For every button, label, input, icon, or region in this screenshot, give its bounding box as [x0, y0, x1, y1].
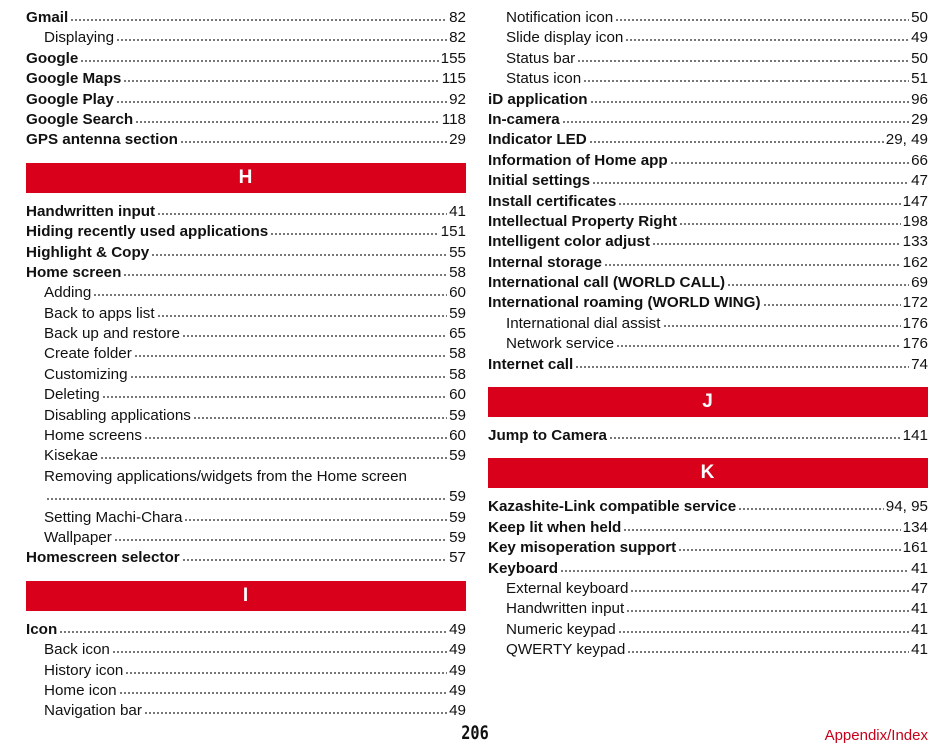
dot-leader	[135, 111, 440, 124]
entry-page: 41	[911, 641, 928, 659]
index-entry	[26, 548, 466, 568]
entry-term: Icon	[26, 620, 58, 638]
entry-page: 29	[911, 110, 928, 128]
entry-term: Home icon	[44, 681, 117, 699]
entry-page: 58	[449, 263, 466, 281]
entry-page: 57	[449, 549, 466, 567]
entry-page: 74	[911, 355, 928, 373]
entry-page: 29, 49	[885, 131, 928, 149]
entry-term: Back up and restore	[44, 325, 180, 343]
entry-page: 161	[902, 539, 928, 557]
entry-term: Intellectual Property Right	[488, 212, 678, 230]
entry-page: 59	[449, 528, 466, 546]
dot-leader	[119, 682, 448, 695]
entry-page: 50	[911, 9, 928, 26]
index-subentry	[26, 640, 466, 660]
index-entry	[488, 130, 928, 150]
entry-term: Google	[26, 49, 79, 67]
index-subentry	[488, 314, 928, 334]
entry-term: Information of Home app	[488, 151, 668, 169]
entry-page: 82	[449, 9, 466, 26]
entry-page: 55	[449, 243, 466, 261]
dot-leader	[46, 488, 447, 501]
index-subentry	[26, 446, 466, 466]
entry-term: International dial assist	[506, 314, 661, 332]
entry-page: 147	[902, 192, 928, 210]
entry-page: 155	[440, 49, 466, 67]
dot-leader	[157, 203, 447, 216]
index-entry	[488, 232, 928, 252]
dot-leader	[180, 131, 447, 144]
entry-term: Handwritten input	[26, 202, 156, 220]
index-subentry	[26, 681, 466, 701]
entry-term: iD application	[488, 90, 588, 108]
entry-term: Navigation bar	[44, 702, 142, 720]
index-subentry	[488, 620, 928, 640]
entry-term: International call (WORLD CALL)	[488, 274, 726, 292]
index-subentry	[488, 579, 928, 599]
entry-page: 133	[902, 233, 928, 251]
index-entry	[488, 171, 928, 191]
entry-term: Gmail	[26, 9, 69, 26]
entry-page: 141	[902, 427, 928, 445]
dot-leader	[130, 366, 448, 379]
entry-term: Install certificates	[488, 192, 617, 210]
entry-page: 96	[911, 90, 928, 108]
dot-leader	[626, 600, 909, 613]
dot-leader	[670, 152, 909, 165]
entry-page: 172	[902, 294, 928, 312]
dot-leader	[182, 325, 447, 338]
entry-term: Removing applications/widgets from the Home screen	[44, 467, 407, 485]
index-entry	[488, 355, 928, 375]
index-entry	[488, 192, 928, 212]
entry-term: Google Play	[26, 90, 114, 108]
index-entry	[488, 426, 928, 446]
index-subentry	[26, 283, 466, 303]
dot-leader	[618, 621, 909, 634]
dot-leader	[727, 274, 909, 287]
index-entry	[26, 222, 466, 242]
dot-leader	[560, 560, 909, 573]
dot-leader	[70, 9, 447, 22]
entry-term: Google Search	[26, 110, 134, 128]
entry-term: Homescreen selector	[26, 549, 180, 567]
page-number: 206	[461, 722, 489, 744]
entry-term: Back to apps list	[44, 304, 155, 322]
entry-page: 29	[449, 131, 466, 149]
section-header-i: I	[26, 581, 466, 611]
index-entry	[26, 263, 466, 283]
entry-term: International roaming (WORLD WING)	[488, 294, 761, 312]
entry-term: GPS antenna section	[26, 131, 178, 149]
index-entry	[488, 559, 928, 579]
entry-page: 47	[911, 579, 928, 597]
entry-page: 59	[449, 488, 466, 506]
entry-term: Create folder	[44, 345, 132, 363]
entry-term: Initial settings	[488, 172, 591, 190]
entry-page: 94, 95	[885, 498, 928, 516]
entry-page: 69	[911, 274, 928, 292]
dot-leader	[123, 70, 439, 83]
entry-term: Handwritten input	[506, 600, 625, 618]
entry-term: Adding	[44, 284, 92, 302]
section-header-k: K	[488, 458, 928, 488]
entry-page: 176	[902, 314, 928, 332]
index-subentry	[488, 640, 928, 660]
index-subentry	[488, 69, 928, 89]
entry-page: 49	[449, 641, 466, 659]
index-subentry	[26, 324, 466, 344]
entry-page: 41	[911, 559, 928, 577]
index-entry	[488, 212, 928, 232]
dot-leader	[625, 29, 909, 42]
entry-term: Home screen	[26, 263, 122, 281]
index-subentry	[488, 599, 928, 619]
entry-term: Deleting	[44, 386, 100, 404]
entry-term: Intelligent color adjust	[488, 233, 651, 251]
dot-leader	[678, 539, 900, 552]
dot-leader	[679, 213, 901, 226]
section-header-j: J	[488, 387, 928, 417]
entry-page: 115	[441, 70, 466, 88]
entry-term: Displaying	[44, 29, 115, 47]
index-subentry	[26, 304, 466, 324]
index-subentry	[26, 661, 466, 681]
dot-leader	[80, 50, 438, 63]
entry-term: History icon	[44, 661, 124, 679]
entry-page: 51	[911, 70, 928, 88]
dot-leader	[100, 447, 447, 460]
entry-page: 58	[449, 345, 466, 363]
dot-leader	[575, 356, 909, 369]
entry-term: Indicator LED	[488, 131, 587, 149]
entry-term: Internet call	[488, 355, 574, 373]
dot-leader	[157, 305, 448, 318]
dot-leader	[615, 9, 909, 22]
entry-page: 58	[449, 365, 466, 383]
entry-term: Google Maps	[26, 70, 122, 88]
index-subentry	[26, 406, 466, 426]
entry-term: Key misoperation support	[488, 539, 677, 557]
index-entry	[26, 620, 466, 640]
index-subentry	[26, 365, 466, 385]
dot-leader	[112, 641, 447, 654]
index-entry	[26, 49, 466, 69]
index-subentry	[26, 28, 466, 48]
entry-page: 49	[449, 681, 466, 699]
entry-page: 60	[449, 386, 466, 404]
section-label: Appendix/Index	[824, 727, 928, 744]
dot-leader	[627, 641, 909, 654]
index-subentry	[488, 49, 928, 69]
entry-page: 41	[911, 600, 928, 618]
dot-leader	[609, 427, 901, 440]
dot-leader	[583, 70, 909, 83]
section-header-h: H	[26, 163, 466, 193]
index-entry	[26, 243, 466, 263]
entry-page: 162	[902, 253, 928, 271]
entry-page: 66	[911, 151, 928, 169]
entry-page: 118	[441, 110, 466, 128]
entry-page: 41	[449, 202, 466, 220]
index-entry	[488, 538, 928, 558]
dot-leader	[592, 172, 909, 185]
dot-leader	[562, 111, 909, 124]
entry-page: 49	[449, 661, 466, 679]
index-subentry	[488, 8, 928, 28]
entry-page: 49	[911, 29, 928, 47]
dot-leader	[123, 264, 447, 277]
entry-term: Status icon	[506, 70, 582, 88]
index-entry	[26, 130, 466, 150]
index-subentry	[488, 28, 928, 48]
dot-leader	[184, 509, 447, 522]
dot-leader	[663, 315, 901, 328]
dot-leader	[618, 193, 900, 206]
dot-leader	[623, 519, 900, 532]
index-subentry	[26, 344, 466, 364]
dot-leader	[604, 254, 901, 267]
entry-page: 176	[902, 335, 928, 353]
index-entry	[488, 293, 928, 313]
entry-term: Keep lit when held	[488, 518, 622, 536]
entry-page: 59	[449, 304, 466, 322]
entry-page: 82	[449, 29, 466, 47]
entry-term: Home screens	[44, 427, 142, 445]
index-entry	[26, 90, 466, 110]
index-entry	[26, 110, 466, 130]
index-entry	[488, 253, 928, 273]
dot-leader	[93, 284, 447, 297]
dot-leader	[589, 131, 884, 144]
entry-term: External keyboard	[506, 579, 629, 597]
index-entry	[488, 518, 928, 538]
dot-leader	[652, 233, 901, 246]
dot-leader	[59, 621, 447, 634]
entry-term: Customizing	[44, 365, 128, 383]
index-column-right	[488, 8, 928, 661]
index-entry	[26, 202, 466, 222]
dot-leader	[134, 345, 447, 358]
entry-page: 41	[911, 620, 928, 638]
dot-leader	[182, 549, 447, 562]
dot-leader	[763, 294, 901, 307]
entry-page: 134	[902, 518, 928, 536]
index-entry	[488, 497, 928, 517]
entry-term: Kazashite-Link compatible service	[488, 498, 737, 516]
entry-term: Kisekae	[44, 447, 99, 465]
dot-leader	[116, 91, 447, 104]
entry-page: 198	[902, 212, 928, 230]
dot-leader	[114, 529, 447, 542]
dot-leader	[193, 407, 447, 420]
index-entry	[488, 90, 928, 110]
dot-leader	[125, 662, 447, 675]
dot-leader	[577, 50, 909, 63]
index-subentry	[26, 385, 466, 405]
entry-term: Slide display icon	[506, 29, 624, 47]
entry-page: 59	[449, 508, 466, 526]
entry-term: In-camera	[488, 110, 560, 128]
dot-leader	[630, 580, 909, 593]
entry-page: 59	[449, 447, 466, 465]
entry-page: 92	[449, 90, 466, 108]
entry-page: 50	[911, 49, 928, 67]
index-subentry	[26, 701, 466, 721]
dot-leader	[151, 244, 447, 257]
index-subentry	[26, 528, 466, 548]
entry-term: Jump to Camera	[488, 427, 608, 445]
index-column-left	[26, 8, 466, 722]
entry-page: 59	[449, 406, 466, 424]
entry-page: 49	[449, 702, 466, 720]
index-entry	[488, 273, 928, 293]
entry-term: Wallpaper	[44, 528, 112, 546]
dot-leader	[144, 702, 447, 715]
index-entry	[26, 8, 466, 28]
entry-term: Notification icon	[506, 9, 614, 26]
entry-term: Disabling applications	[44, 406, 191, 424]
entry-term: Status bar	[506, 49, 576, 67]
entry-page: 60	[449, 427, 466, 445]
entry-term: Numeric keypad	[506, 620, 616, 638]
entry-page: 65	[449, 325, 466, 343]
dot-leader	[116, 29, 447, 42]
dot-leader	[616, 335, 901, 348]
index-subentry	[488, 334, 928, 354]
entry-term: QWERTY keypad	[506, 641, 626, 659]
index-entry-continuation	[26, 487, 466, 507]
dot-leader	[590, 91, 910, 104]
entry-term: Setting Machi-Chara	[44, 508, 183, 526]
index-entry	[26, 467, 466, 487]
index-subentry	[26, 508, 466, 528]
entry-term: Keyboard	[488, 559, 559, 577]
dot-leader	[738, 498, 884, 511]
dot-leader	[144, 427, 447, 440]
entry-page: 47	[911, 172, 928, 190]
entry-term: Hiding recently used applications	[26, 223, 269, 241]
dot-leader	[270, 223, 438, 236]
entry-term: Internal storage	[488, 253, 602, 271]
entry-term: Highlight & Copy	[26, 243, 150, 261]
entry-term: Back icon	[44, 641, 110, 659]
index-subentry	[26, 426, 466, 446]
entry-term: Network service	[506, 335, 615, 353]
index-entry	[488, 151, 928, 171]
dot-leader	[102, 386, 447, 399]
entry-page: 49	[449, 620, 466, 638]
entry-page: 151	[440, 223, 466, 241]
index-entry	[488, 110, 928, 130]
entry-page: 60	[449, 284, 466, 302]
index-entry	[26, 69, 466, 89]
